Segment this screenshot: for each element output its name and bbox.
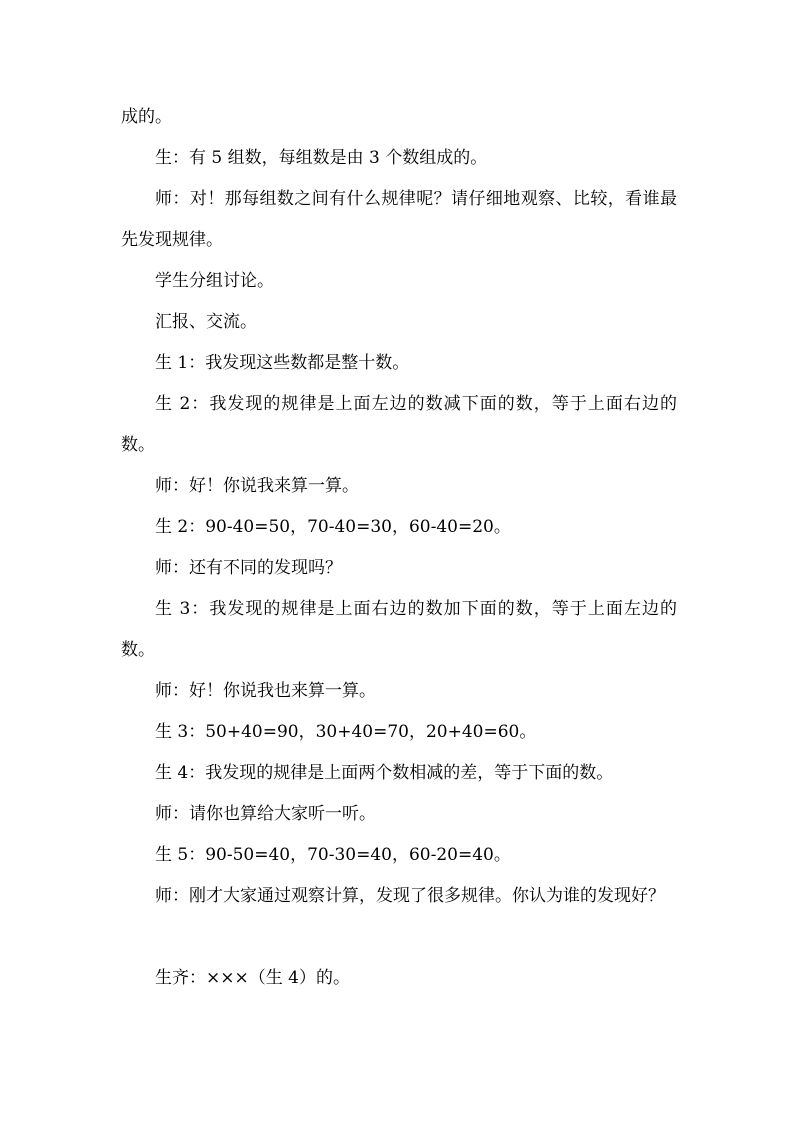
paragraph-student-2-rule: 生 2：我发现的规律是上面左边的数减下面的数，等于上面右边的数。 bbox=[121, 394, 677, 455]
paragraph-teacher-other: 师：还有不同的发现吗？ bbox=[155, 558, 342, 578]
paragraph-student-5-calc: 生 5：90-50=40，70-30=40，60-20=40。 bbox=[155, 845, 511, 865]
paragraph-student-1: 生 1：我发现这些数都是整十数。 bbox=[155, 353, 410, 373]
paragraph-group-discussion: 学生分组讨论。 bbox=[155, 271, 274, 291]
paragraph-student-4-rule: 生 4：我发现的规律是上面两个数相减的差，等于下面的数。 bbox=[155, 763, 614, 783]
paragraph-student-2-calc: 生 2：90-40=50，70-40=30，60-40=20。 bbox=[155, 517, 511, 537]
paragraph-student-answer-groups: 生：有 5 组数，每组数是由 3 个数组成的。 bbox=[155, 148, 488, 168]
paragraph-teacher-summary: 师：刚才大家通过观察计算，发现了很多规律。你认为谁的发现好？ bbox=[155, 886, 665, 906]
paragraph-report-exchange: 汇报、交流。 bbox=[155, 312, 257, 332]
paragraph-student-3-rule: 生 3：我发现的规律是上面右边的数加下面的数，等于上面左边的数。 bbox=[121, 599, 677, 660]
paragraph-students-chorus: 生齐：×××（生 4）的。 bbox=[155, 968, 350, 988]
paragraph-teacher-question: 师：对！那每组数之间有什么规律呢？请仔细地观察、比较，看谁最先发现规律。 bbox=[121, 189, 677, 250]
paragraph-teacher-calc-2: 师：好！你说我也来算一算。 bbox=[155, 681, 376, 701]
paragraph-student-3-calc: 生 3：50+40=90，30+40=70，20+40=60。 bbox=[155, 722, 537, 742]
paragraph-teacher-request: 师：请你也算给大家听一听。 bbox=[155, 804, 376, 824]
paragraph-continuation: 成的。 bbox=[121, 107, 172, 127]
paragraph-teacher-calc: 师：好！你说我来算一算。 bbox=[155, 476, 359, 496]
